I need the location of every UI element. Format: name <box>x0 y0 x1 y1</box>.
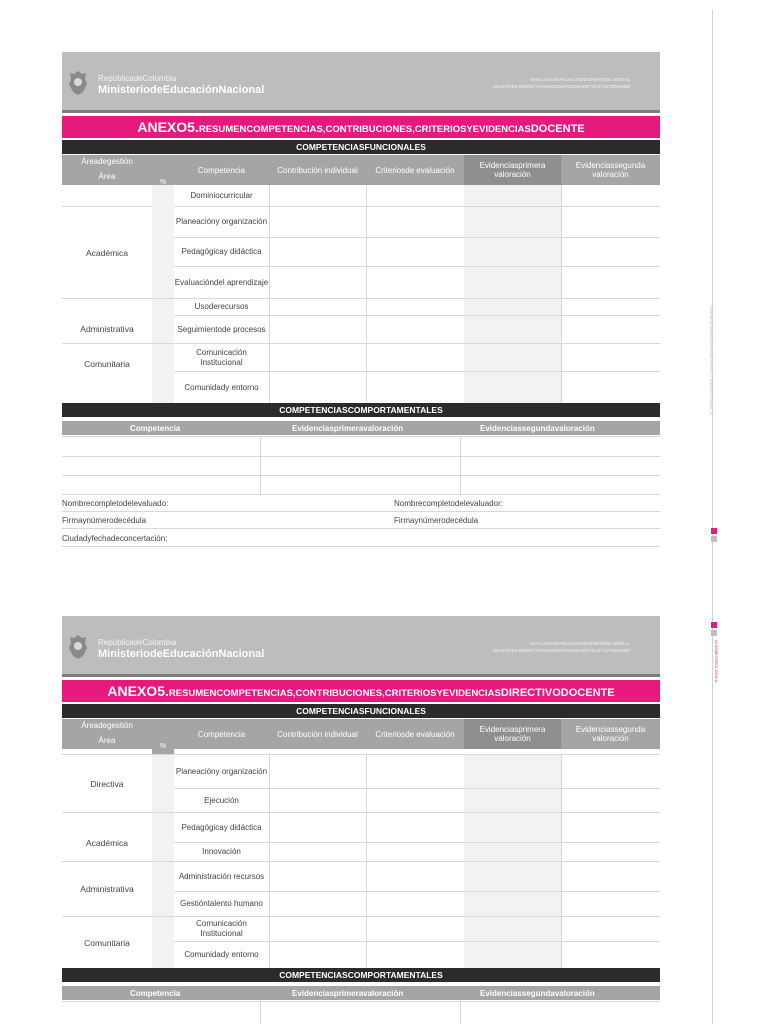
area-header <box>62 155 152 185</box>
col-divider <box>269 754 270 968</box>
republic-label: RepúblicadeColombia <box>98 74 177 83</box>
competencia-header: Competencia <box>174 155 269 185</box>
competencia-header: Competencia <box>174 719 269 749</box>
coat-of-arms-icon <box>68 634 88 660</box>
ministry-label: MinisteriodeEducaciónNacional <box>98 648 265 660</box>
percent-header: % <box>152 719 174 761</box>
area-academica: Académica <box>85 838 129 848</box>
annex-role: DIRECTIVODOCENTE <box>500 687 615 699</box>
sub-ev2: Evidenciassegundavaloración <box>480 424 595 433</box>
area-academica: Académica <box>85 247 129 258</box>
ev1-header: Evidenciasprimera valoración <box>464 155 561 185</box>
form-docente <box>62 52 660 552</box>
competencia-cell: Innovación <box>202 847 241 856</box>
col-divider <box>561 185 562 403</box>
form-header <box>62 52 660 110</box>
sub-ev1: Evidenciasprimeravaloración <box>292 424 404 433</box>
cedula-evaluado-field: Firmaynúmerodecédula <box>62 516 147 525</box>
ev2-header: Evidenciassegunda valoración <box>561 719 660 749</box>
row-divider <box>62 546 660 547</box>
competencia-cell: Comunicación Institucional <box>196 347 247 367</box>
competencia-cell: Evaluacióndel aprendizaje <box>174 277 269 287</box>
area-header-line2: Área <box>98 172 116 181</box>
competencia-cell: Comunicación Institucional <box>196 919 247 938</box>
coat-of-arms-icon <box>68 70 88 96</box>
competencia-cell: Ejecución <box>204 795 239 805</box>
row-divider <box>62 528 660 529</box>
form-header <box>62 616 660 674</box>
annex-title <box>62 680 660 702</box>
area-administrativa: Administrativa <box>80 884 134 894</box>
competencia-cell: Planeacióny organización <box>175 217 268 226</box>
area-comunitaria: Comunitaria <box>84 359 130 369</box>
cedula-evaluador-field: Firmaynúmerodecédula <box>394 516 479 525</box>
competencia-cell: Pedagógicay didáctica <box>181 822 262 832</box>
decree-label: DOCENTESYDIRECTIVOSDOCENTESDECRETOLEY1278DE2002 <box>492 648 630 653</box>
area-header-line1: Áreadegestión <box>81 721 133 730</box>
evaluation-label: EVALUACIÓNANUALDEDESEMPEÑOLABORAL <box>530 77 630 82</box>
form-directivo <box>62 616 660 1024</box>
competencia-cell: Seguimientode procesos <box>177 324 266 334</box>
margin-rule <box>712 10 713 1024</box>
republic-label: RepúblicadeColombia <box>98 638 177 647</box>
comportamentales-bar: COMPETENCIASCOMPORTAMENTALES <box>62 403 660 417</box>
sub-competencia: Competencia <box>130 424 181 433</box>
col-divider <box>561 754 562 968</box>
comportamentales-bar: COMPETENCIASCOMPORTAMENTALES <box>62 968 660 982</box>
section-marker <box>711 630 717 636</box>
criterios-header: Criteriosde evaluación <box>366 155 464 185</box>
header-divider <box>62 674 660 677</box>
col-divider <box>269 185 270 403</box>
row-divider <box>62 511 660 512</box>
annex-number: ANEXO5. <box>107 683 169 699</box>
col-divider <box>366 185 367 403</box>
sub-ev2: Evidenciassegundavaloración <box>480 989 595 998</box>
ministry-label: MinisteriodeEducaciónNacional <box>98 84 265 96</box>
competencia-cell: Comunidady entorno <box>184 950 259 959</box>
evaluado-field: Nombrecompletodelevaluado: <box>62 499 169 508</box>
annex-number: ANEXO5. <box>137 119 199 135</box>
competencia-cell: Gestióntalento humano <box>180 899 263 908</box>
row-divider <box>62 475 660 476</box>
annex-subtitle: RESUMENCOMPETENCIAS,CONTRIBUCIONES,CRITERIOSYEVIDENCIAS <box>168 688 501 699</box>
ciudad-fecha-field: Ciudadyfechadeconcertación: <box>62 534 168 543</box>
competencia-cell: Comunidady entorno <box>184 382 259 392</box>
area-header <box>62 719 152 749</box>
col-divider <box>366 754 367 968</box>
col-divider <box>260 1001 261 1024</box>
row-divider <box>62 436 660 437</box>
comportamentales-header <box>62 986 660 1000</box>
ev2-header: Evidenciassegunda valoración <box>561 155 660 185</box>
ev1-header: Evidenciasprimera valoración <box>464 719 561 749</box>
competencia-cell: Administración recursos <box>178 871 265 881</box>
area-administrativa: Administrativa <box>80 324 134 334</box>
section-marker <box>711 528 717 534</box>
row-divider <box>62 456 660 457</box>
section-marker <box>711 536 717 542</box>
annex-role: DOCENTE <box>530 123 585 135</box>
criterios-header: Criteriosde evaluación <box>366 719 464 749</box>
evaluador-field: Nombrecompletodelevaluador: <box>394 499 503 508</box>
col-divider <box>260 436 261 494</box>
percent-column <box>152 185 174 403</box>
area-header-line2: Área <box>98 736 116 745</box>
comportamentales-header <box>62 421 660 435</box>
row-divider <box>62 1001 660 1002</box>
percent-header: % <box>152 155 174 197</box>
sub-ev1: Evidenciasprimeravaloración <box>292 989 404 998</box>
competencia-cell: Usoderecursos <box>194 302 249 311</box>
section-marker <box>711 622 717 628</box>
guide-label: GUÍAMETODOLÓGICA <box>714 640 719 683</box>
row-divider <box>62 494 660 495</box>
area-header-line1: Áreadegestión <box>81 157 133 166</box>
contribucion-header: Contribución individual <box>269 719 366 749</box>
header-divider <box>62 110 660 113</box>
contribucion-header: Contribución individual <box>269 155 366 185</box>
annex-subtitle: RESUMENCOMPETENCIAS,CONTRIBUCIONES,CRITERIOSYEVIDENCIAS <box>198 124 531 135</box>
evaluation-label: EVALUACIÓNANUALDEDESEMPEÑOLABORAL <box>530 641 630 646</box>
competencia-cell: Dominiocurricular <box>190 191 253 200</box>
decree-label: DOCENTESYDIRECTIVOSDOCENTESDECRETOLEY1278DE2002 <box>492 84 630 89</box>
funcionales-bar: COMPETENCIASFUNCIONALES <box>62 140 660 154</box>
col-divider <box>460 436 461 494</box>
competencia-cell: Pedagógicay didáctica <box>181 247 262 256</box>
sub-competencia: Competencia <box>130 989 181 998</box>
funcionales-bar: COMPETENCIASFUNCIONALES <box>62 704 660 718</box>
annex-title <box>62 116 660 138</box>
competencia-cell: Planeacióny organización <box>175 767 268 776</box>
col-divider <box>460 1001 461 1024</box>
margin-caption: DocentesyDirectivosDocentesDecreto1278de2002/GuíaNo.31 <box>709 305 714 416</box>
area-comunitaria: Comunitaria <box>84 937 130 948</box>
area-directiva: Directiva <box>90 778 124 789</box>
